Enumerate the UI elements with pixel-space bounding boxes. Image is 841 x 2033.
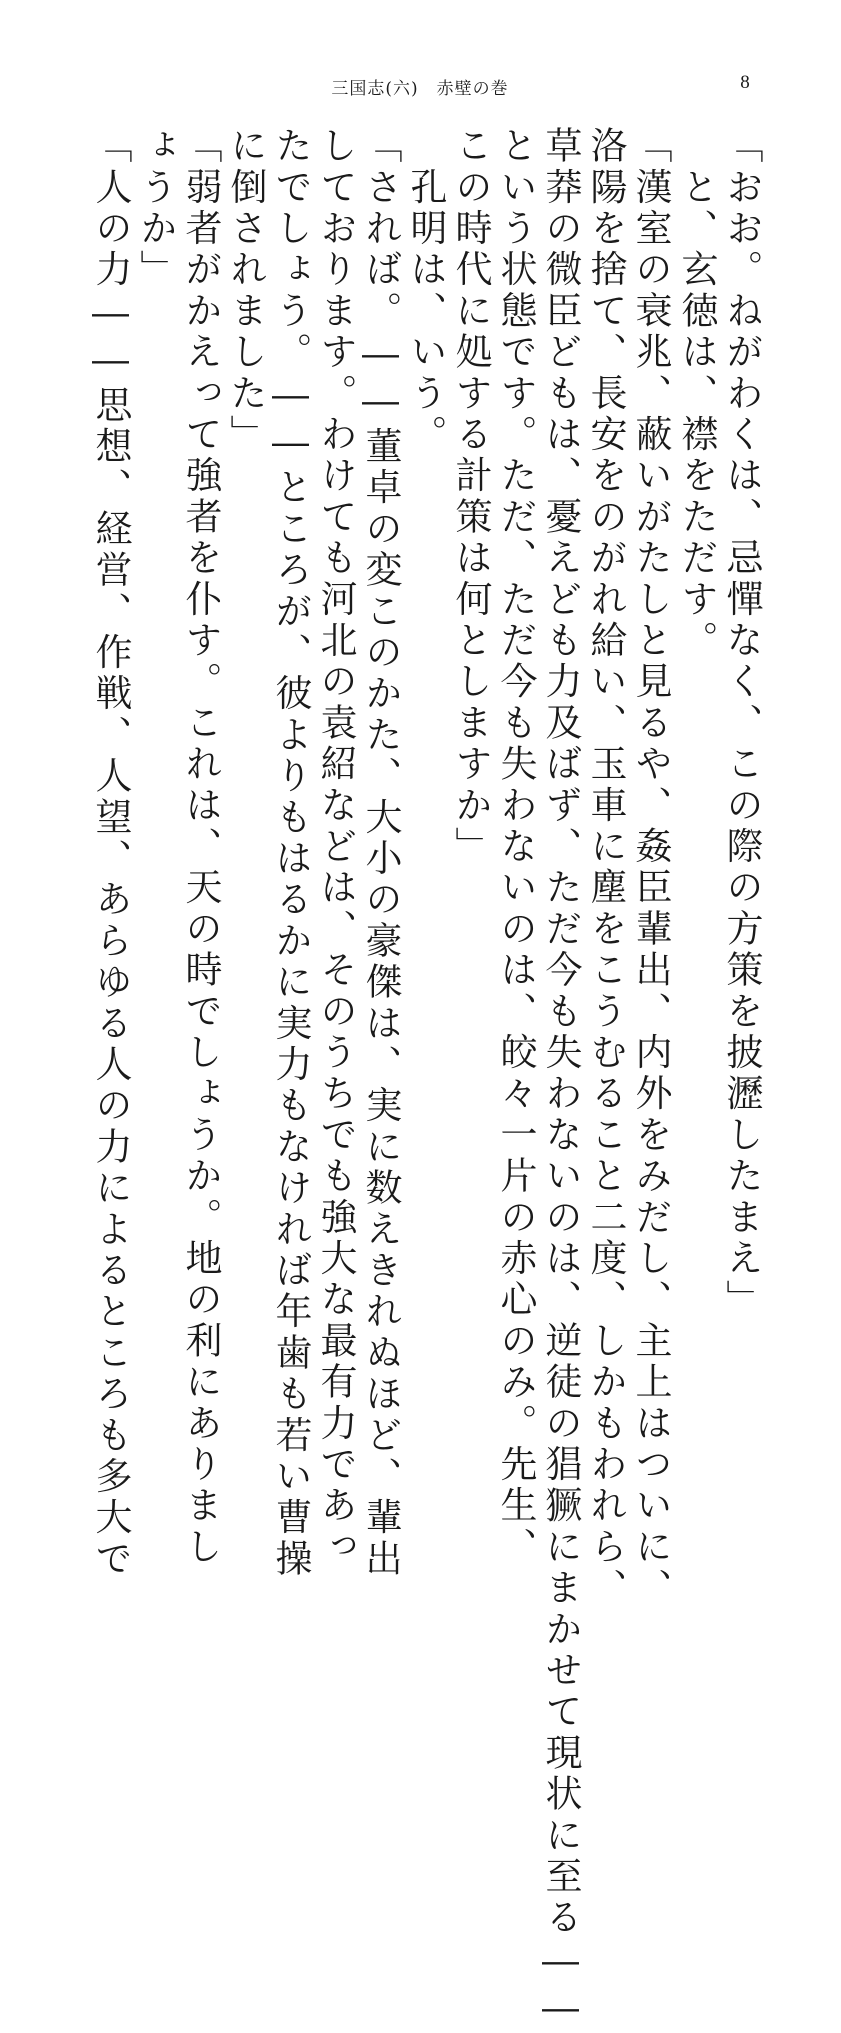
- text-line-3: 「漢室の衰兆、蔽いがたしと見るや、姦臣輩出、内外をみだし、主上はついに、: [629, 126, 672, 1610]
- text-line-9: 「されば。――董卓の変このかた、大小の豪傑は、実に数えきれぬほど、輩出: [359, 126, 402, 1580]
- text-line-11: たでしょう。――ところが、彼よりもはるかに実力もなければ年歯も若い曹操: [269, 126, 312, 1580]
- text-line-14: ょうか」: [134, 126, 177, 291]
- text-line-1: 「おお。ねがわくは、忌憚なく、この際の方策を披瀝したまえ」: [720, 126, 763, 1321]
- text-line-8: 孔明は、いう。: [404, 126, 447, 456]
- text-line-15: 「人の力――思想、経営、作戦、人望、あらゆる人の力によるところも多大で: [89, 126, 132, 1580]
- text-line-7: この時代に処する計策は何としますか」: [449, 126, 492, 868]
- text-line-4: 洛陽を捨て、長安をのがれ給い、玉車に塵をこうむること二度、しかもわれら、: [584, 126, 627, 1610]
- text-line-6: という状態です。ただ、ただ今も失わないのは、皎々一片の赤心のみ。先生、: [494, 126, 537, 1568]
- running-title: 三国志(六) 赤壁の巻: [331, 79, 509, 99]
- text-line-13: 「弱者がかえって強者を仆す。これは、天の時でしょうか。地の利にありまし: [179, 126, 222, 1568]
- text-line-5: 草莽の微臣どもは、憂えども力及ばず、ただ今も失わないのは、逆徒の猖獗にまかせて現状に至る――: [539, 126, 582, 2033]
- text-line-2: と、玄徳は、襟をただす。: [675, 126, 718, 662]
- text-line-10: しております。わけても河北の袁紹などは、そのうちでも強大な最有力であっ: [314, 126, 357, 1568]
- text-line-12: に倒されました」: [224, 126, 267, 456]
- page-number: 8: [740, 72, 750, 93]
